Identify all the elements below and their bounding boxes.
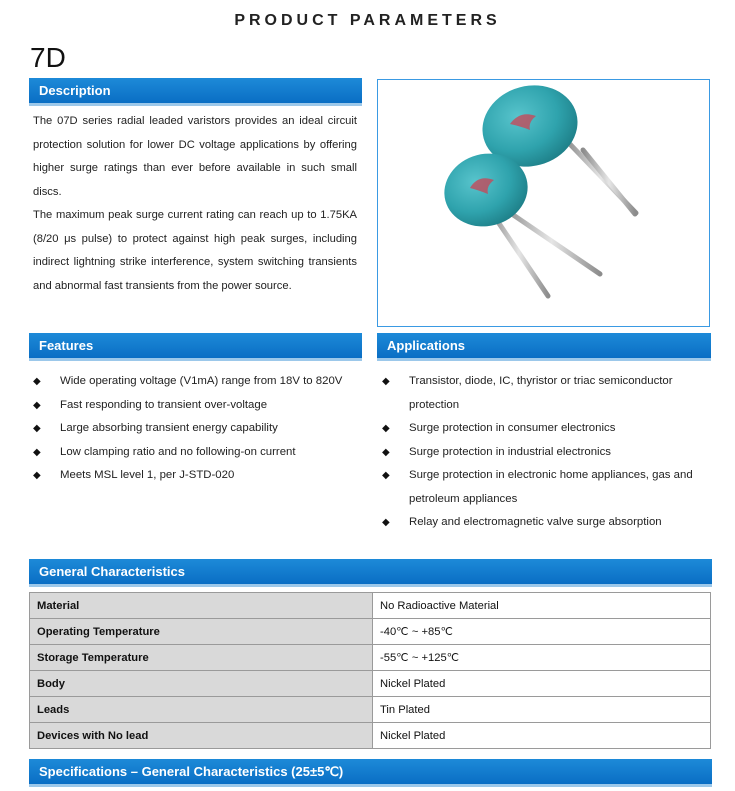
product-photo	[377, 79, 710, 327]
diamond-bullet-icon: ◆	[382, 376, 390, 387]
applications-list	[382, 370, 707, 535]
diamond-bullet-icon: ◆	[33, 470, 41, 481]
table-row: Operating Temperature -40℃ ~ +85℃	[30, 619, 711, 645]
table-row: Body Nickel Plated	[30, 671, 711, 697]
list-item: ◆ Low clamping ratio and no following-on current	[33, 441, 363, 465]
list-item: ◆ Surge protection in industrial electronics	[382, 441, 707, 465]
applications-header: Applications	[377, 333, 711, 358]
diamond-bullet-icon: ◆	[382, 470, 390, 481]
table-row: Storage Temperature -55℃ ~ +125℃	[30, 645, 711, 671]
diamond-bullet-icon: ◆	[33, 423, 41, 434]
list-item: ◆ Meets MSL level 1, per J-STD-020	[33, 464, 363, 488]
list-item: ◆ Surge protection in consumer electronics	[382, 417, 707, 441]
general-characteristics-header: General Characteristics	[29, 559, 712, 584]
features-header: Features	[29, 333, 362, 358]
description-text	[33, 110, 357, 298]
general-characteristics-table	[29, 592, 711, 749]
model-number: 7D	[30, 42, 66, 73]
list-item: ◆ Surge protection in electronic home appliances, gas and petroleum appliances	[382, 464, 707, 511]
diamond-bullet-icon: ◆	[33, 446, 41, 458]
list-item: ◆ Transistor, diode, IC, thyristor or triac semiconductor protection	[382, 370, 707, 417]
features-list	[33, 370, 363, 488]
list-item: ◆ Wide operating voltage (V1mA) range from 18V to 820V	[33, 370, 363, 394]
varistor-illustration	[378, 80, 710, 327]
table-row: Material No Radioactive Material	[30, 593, 711, 619]
description-header: Description	[29, 78, 362, 103]
diamond-bullet-icon: ◆	[382, 517, 390, 528]
description-paragraph-2: The maximum peak surge current rating can reach up to 1.75KA (8/20 μs pulse) to protect against high peak surges, including indirect lightning strike interference, system switching transients and abnormal fast transients from the power source.	[33, 209, 357, 292]
list-item: ◆ Relay and electromagnetic valve surge absorption	[382, 511, 707, 535]
page-title: PRODUCT PARAMETERS	[234, 12, 501, 29]
table-row: Leads Tin Plated	[30, 697, 711, 723]
diamond-bullet-icon: ◆	[382, 446, 390, 458]
description-paragraph-1: The 07D series radial leaded varistors provides an ideal circuit protection solution for lower DC voltage applications by offering higher surge ratings than ever before available in such small discs.	[33, 115, 357, 198]
table-row: Devices with No lead Nickel Plated	[30, 723, 711, 749]
list-item: ◆ Large absorbing transient energy capability	[33, 417, 363, 441]
diamond-bullet-icon: ◆	[33, 376, 41, 387]
specifications-header: Specifications – General Characteristics (25±5℃)	[29, 759, 712, 784]
diamond-bullet-icon: ◆	[382, 423, 390, 434]
list-item: ◆ Fast responding to transient over-voltage	[33, 394, 363, 418]
diamond-bullet-icon: ◆	[33, 399, 41, 411]
